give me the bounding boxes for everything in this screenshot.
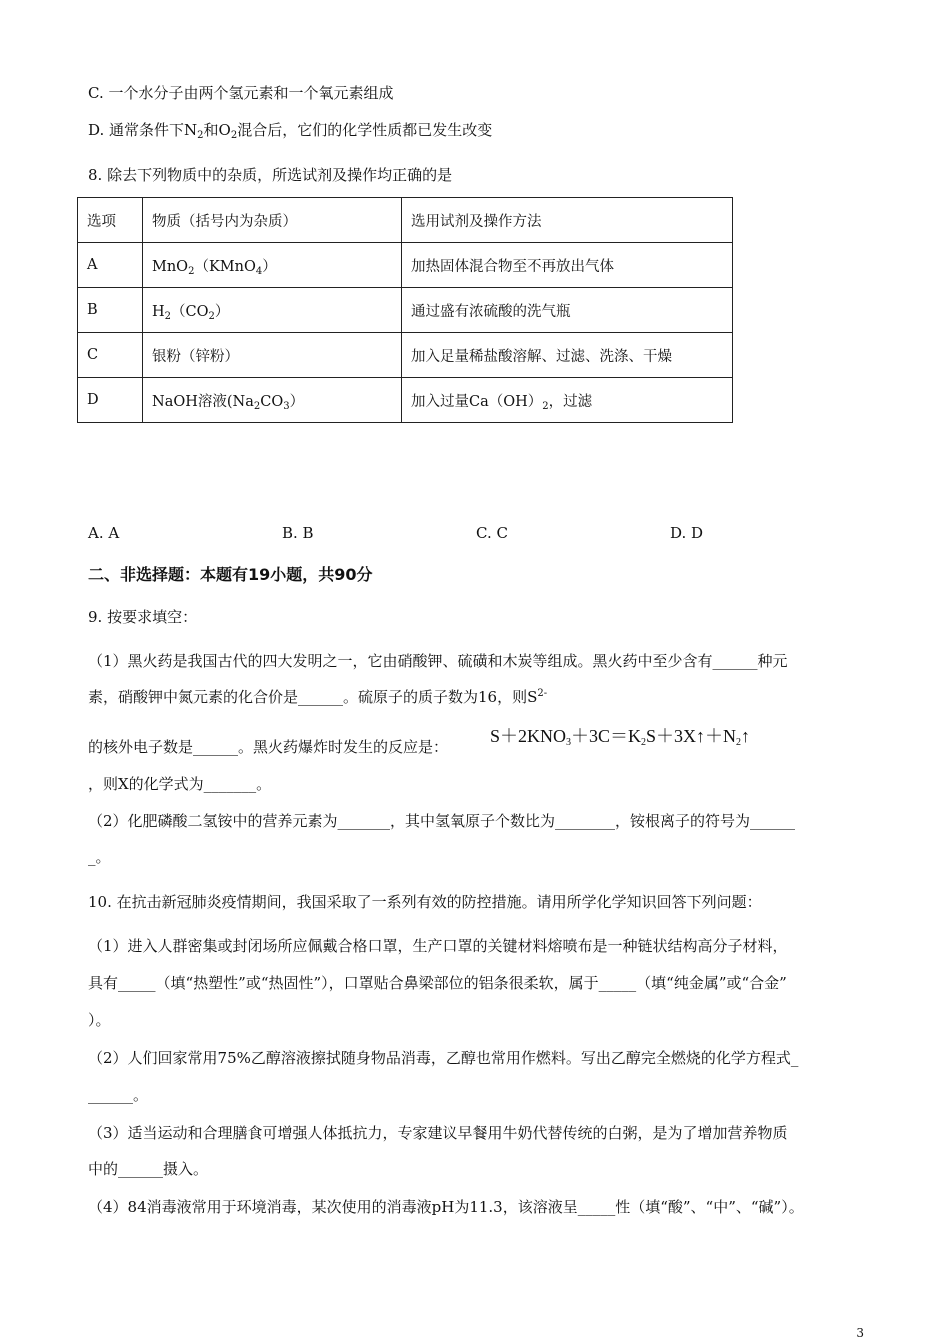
table-cell-substance: MnO$_2$（KMnO$_4$） (143, 243, 402, 288)
table-cell-substance: 银粉（锌粉） (143, 333, 402, 378)
q10-part3-line1: （3）适当运动和合理膳食可增强人体抵抗力，专家建议早餐用牛奶代替传统的白粥，是为了增加营养物质 (88, 1124, 788, 1142)
q9-part1-line1: （1）黑火药是我国古代的四大发明之一，它由硝酸钾、硫磺和木炭等组成。黑火药中至少含有______种元 (88, 652, 788, 670)
q8-choice-c: C. C (476, 524, 508, 542)
table-row (78, 378, 733, 423)
table-row (78, 288, 733, 333)
table-cell-option: A (78, 243, 143, 288)
q10-part4-line1: （4）84消毒液常用于环境消毒，某次使用的消毒液pH为11.3，该溶液呈_____性（填“酸”、“中”、“碱”）。 (88, 1198, 804, 1216)
q7-option-d: D. 通常条件下$N_2$和$O_2$混合后，它们的化学性质都已发生改变 (88, 121, 493, 141)
q9-part1-line3: 的核外电子数是______。黑火药爆炸时发生的反应是： (88, 738, 449, 756)
q9-part2-line2: _。 (88, 848, 111, 866)
q8-title: 8. 除去下列物质中的杂质，所选试剂及操作均正确的是 (88, 166, 453, 184)
table-cell-option: B (78, 288, 143, 333)
q8-table (77, 197, 733, 423)
q10-title: 10. 在抗击新冠肺炎疫情期间，我国采取了一系列有效的防控措施。请用所学化学知识回答下列问题： (88, 893, 762, 911)
q8-choice-d: D. D (670, 524, 704, 542)
table-row (78, 333, 733, 378)
q9-part1-line2: 素，硝酸钾中氮元素的化合价是______。硫原子的质子数为16，则$S^{2-}$ (88, 688, 548, 706)
table-cell-method: 加热固体混合物至不再放出气体 (402, 243, 733, 288)
section-heading: 二、非选择题：本题有19小题，共90分 (88, 565, 373, 584)
q10-part1-line1: （1）进入人群密集或封闭场所应佩戴合格口罩，生产口罩的关键材料熔喷布是一种链状结构高分子材料， (88, 937, 788, 955)
page-number: 3 (856, 1326, 864, 1340)
table-cell-substance: NaOH溶液$(Na_2CO_3)$ (143, 378, 402, 423)
q8-choice-a: A. A (88, 524, 120, 542)
table-cell-substance: $H_2(CO_2)$ (143, 288, 402, 333)
table-cell-method: 加入过量$Ca(OH)_2$，过滤 (402, 378, 733, 423)
table-cell-option: C (78, 333, 143, 378)
q8-choice-b: B. B (282, 524, 314, 542)
q10-part3-line2: 中的______摄入。 (88, 1160, 209, 1178)
table-row (78, 243, 733, 288)
q9-part1-line4: ，则X的化学式为_______。 (88, 775, 272, 793)
table-cell-method: 通过盛有浓硫酸的洗气瓶 (402, 288, 733, 333)
q7-option-c: C. 一个水分子由两个氢元素和一个氧元素组成 (88, 84, 394, 102)
table-header: 物质（括号内为杂质） (143, 198, 402, 243)
q9-title: 9. 按要求填空： (88, 608, 198, 626)
reaction-equation: $S+2KNO_3+3C=K_2S+3X↑+N_2↑$ (490, 726, 751, 748)
table-header: 选用试剂及操作方法 (402, 198, 733, 243)
table-cell-method: 加入足量稀盐酸溶解、过滤、洗涤、干燥 (402, 333, 733, 378)
table-header: 选项 (78, 198, 143, 243)
table-header-row (78, 198, 733, 243)
q10-part2-line2: ______。 (88, 1086, 149, 1104)
q10-part2-line1: （2）人们回家常用75%乙醇溶液擦拭随身物品消毒，乙醇也常用作燃料。写出乙醇完全燃烧的化学方程式_ (88, 1049, 799, 1067)
q10-part1-line3: ）。 (88, 1011, 111, 1029)
q9-part2-line1: （2）化肥磷酸二氢铵中的营养元素为_______，其中氢氧原子个数比为________，铵根离子的符号为______ (88, 812, 796, 830)
q10-part1-line2: 具有_____（填“热塑性”或“热固性”），口罩贴合鼻梁部位的铝条很柔软，属于_____（填“纯金属”或“合金” (88, 974, 787, 992)
table-cell-option: D (78, 378, 143, 423)
